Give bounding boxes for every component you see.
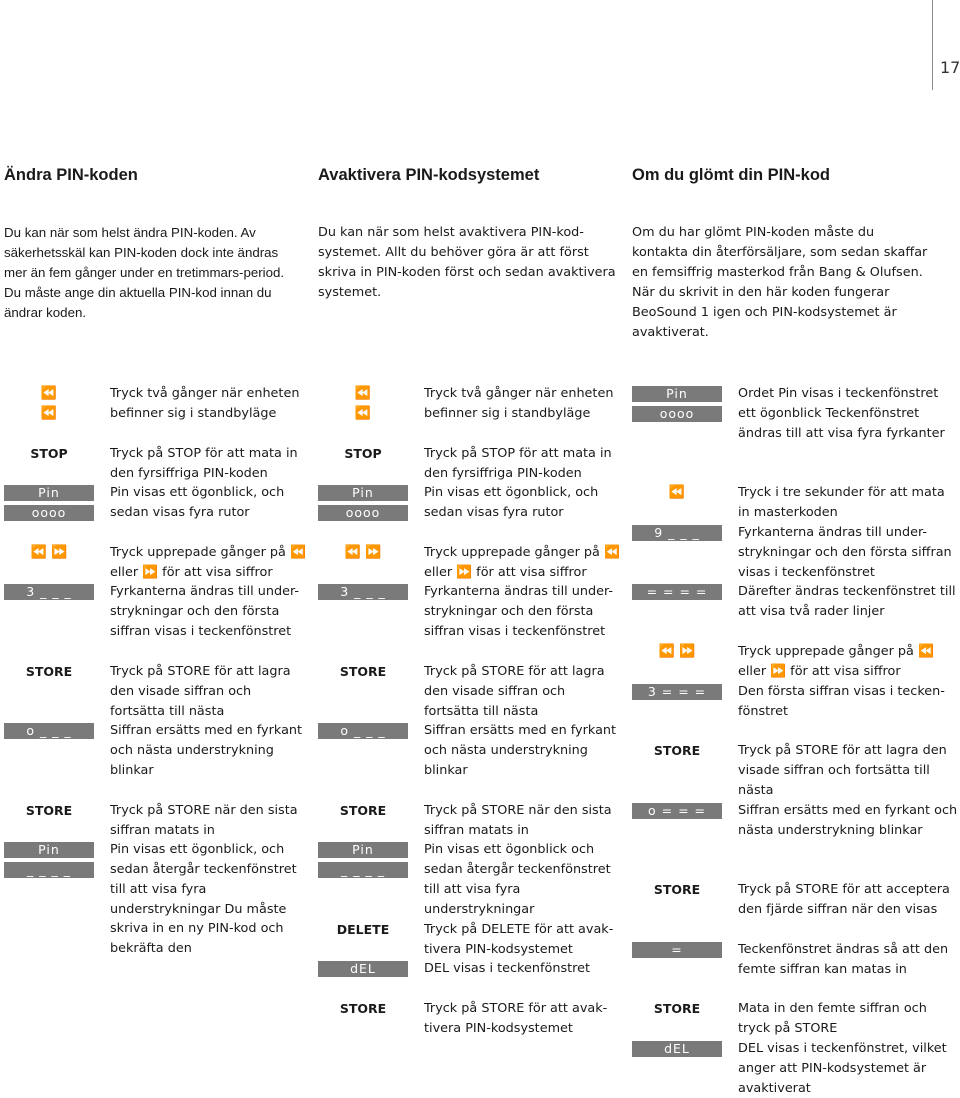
step-text: Siffran ersätts med en fyrkant och nästa understrykning blinkar <box>738 803 958 838</box>
display-readout: Pin <box>632 386 722 402</box>
display-readout: o = = = <box>632 803 722 819</box>
step-text: Tryck på STORE för att lagra den visade siffran och fortsätta till nästa <box>738 743 947 798</box>
display-readout: oooo <box>4 505 94 521</box>
display-readout: Pin <box>318 485 408 501</box>
rewind-key-icon: ⏪ <box>354 386 372 401</box>
step-text: Siffran ersätts med en fyrkant och nästa understrykning blinkar <box>110 723 303 778</box>
display-readout: Pin <box>4 842 94 858</box>
step-text: Tryck i tre sekunder för att mata in masterkoden <box>738 485 945 520</box>
store-key: STORE <box>653 882 701 897</box>
page-number: 17 <box>940 58 960 77</box>
step-text: ett ögonblick Teckenfönstret ändras till att visa fyra fyrkanter <box>738 406 945 441</box>
rewind-forward-keys-icon: ⏪ ⏩ <box>344 545 382 560</box>
step-text: Därefter ändras teckenfönstret till att visa två rader linjer <box>738 584 956 619</box>
step-text: sedan återgår teckenfönstret till att visa fyra understrykningar <box>424 862 611 917</box>
rewind-key-icon: ⏪ <box>40 406 58 421</box>
rewind-key-icon: ⏪ <box>668 485 686 500</box>
step-text: Fyrkanterna ändras till under-strykningar och den första siffran visas i teckenfönstret <box>738 525 952 580</box>
step-text: Pin visas ett ögonblick, och <box>110 842 285 857</box>
display-readout: _ _ _ _ <box>4 862 94 878</box>
step-text: Mata in den femte siffran och tryck på STORE <box>738 1001 927 1036</box>
display-readout: dEL <box>318 961 408 977</box>
step-text: Den första siffran visas i tecken-fönstret <box>738 684 945 719</box>
step-text: Tryck på STORE för att avak-tivera PIN-kodsystemet <box>424 1001 608 1036</box>
display-readout: 3 _ _ _ <box>318 584 408 600</box>
step-text: Tryck på STORE när den sista siffran matats in <box>110 803 298 838</box>
step-text: Pin visas ett ögonblick och <box>424 842 595 857</box>
step-text: Ordet Pin visas i teckenfönstret <box>738 386 939 401</box>
step-text: sedan visas fyra rutor <box>424 505 564 520</box>
store-key: STORE <box>653 743 701 758</box>
display-readout: oooo <box>632 406 722 422</box>
step-text: Tryck två gånger när enheten <box>424 386 614 401</box>
rewind-forward-keys-icon: ⏪ ⏩ <box>658 644 696 659</box>
intro-deactivate-pin: Du kan när som helst avaktivera PIN-kod-systemet. Allt du behöver göra är att först skriva in PIN-koden först och sedan avaktivera systemet. <box>318 225 616 300</box>
display-readout: Pin <box>4 485 94 501</box>
step-text: sedan återgår teckenfönstret till att visa fyra understrykningar Du måste skriva in en ny PIN-kod och bekräfta den <box>110 862 297 957</box>
intro-forgot-pin: Om du har glömt PIN-koden måste du kontakta din återförsäljare, som sedan skaffar en femsiffrig masterkod från Bang & Olufsen. När du skrivit in den här koden fungerar BeoSound 1 igen och PIN-kodsystemet är avaktiverat. <box>632 225 928 340</box>
step-text: Tryck på STOP för att mata in den fyrsiffriga PIN-koden <box>424 446 612 481</box>
display-readout: = <box>632 942 722 958</box>
heading-forgot-pin: Om du glömt din PIN-kod <box>632 166 830 184</box>
delete-key: DELETE <box>336 922 390 937</box>
step-text: DEL visas i teckenfönstret <box>424 961 590 976</box>
step-text: Siffran ersätts med en fyrkant och nästa understrykning blinkar <box>424 723 617 778</box>
store-key: STORE <box>339 664 387 679</box>
display-readout: oooo <box>318 505 408 521</box>
rewind-key-icon: ⏪ <box>40 386 58 401</box>
step-text: sedan visas fyra rutor <box>110 505 250 520</box>
page-edge-rule <box>932 0 933 90</box>
rewind-forward-keys-icon: ⏪ ⏩ <box>30 545 68 560</box>
store-key: STORE <box>25 664 73 679</box>
step-text: befinner sig i standbyläge <box>110 406 277 421</box>
step-text: Fyrkanterna ändras till under-strykningar och den första siffran visas i teckenfönstret <box>110 584 300 639</box>
display-readout: o _ _ _ <box>318 723 408 739</box>
display-readout: o _ _ _ <box>4 723 94 739</box>
stop-key: STOP <box>30 446 68 461</box>
step-text: Tryck upprepade gånger på ⏪ eller ⏩ för att visa siffror <box>738 644 934 679</box>
store-key: STORE <box>339 1001 387 1016</box>
step-text: Teckenfönstret ändras så att den femte siffran kan matas in <box>738 942 949 977</box>
step-text: Tryck på STOP för att mata in den fyrsiffriga PIN-koden <box>110 446 298 481</box>
display-readout: _ _ _ _ <box>318 862 408 878</box>
step-text: Fyrkanterna ändras till under-strykningar och den första siffran visas i teckenfönstret <box>424 584 614 639</box>
display-readout: = = = = <box>632 584 722 600</box>
step-text: Tryck på DELETE för att avak-tivera PIN-kodsystemet <box>424 922 614 957</box>
display-readout: Pin <box>318 842 408 858</box>
display-readout: 3 _ _ _ <box>4 584 94 600</box>
store-key: STORE <box>653 1001 701 1016</box>
step-text: Tryck två gånger när enheten <box>110 386 300 401</box>
store-key: STORE <box>339 803 387 818</box>
intro-change-pin: Du kan när som helst ändra PIN-koden. Av säkerhetsskäl kan PIN-koden dock inte ändras mer än fem gånger under en tretimmars-period. Du måste ange din aktuella PIN-kod innan du ändrar koden. <box>4 225 285 320</box>
step-text: Tryck på STORE för att lagra den visade siffran och fortsätta till nästa <box>424 664 605 719</box>
step-text: Tryck upprepade gånger på ⏪ eller ⏩ för att visa siffror <box>110 545 306 580</box>
rewind-key-icon: ⏪ <box>354 406 372 421</box>
display-readout: dEL <box>632 1041 722 1057</box>
step-text: Pin visas ett ögonblick, och <box>110 485 285 500</box>
display-readout: 3 = = = <box>632 684 722 700</box>
store-key: STORE <box>25 803 73 818</box>
stop-key: STOP <box>344 446 382 461</box>
step-text: befinner sig i standbyläge <box>424 406 591 421</box>
step-text: Tryck på STORE för att acceptera den fjärde siffran när den visas <box>738 882 950 917</box>
step-text: Tryck på STORE för att lagra den visade siffran och fortsätta till nästa <box>110 664 291 719</box>
heading-deactivate-pin: Avaktivera PIN-kodsystemet <box>318 166 540 184</box>
step-text: DEL visas i teckenfönstret, vilket anger att PIN-kodsystemet är avaktiverat <box>738 1041 947 1096</box>
heading-change-pin: Ändra PIN-koden <box>4 166 138 184</box>
display-readout: 9 _ _ _ <box>632 525 722 541</box>
step-text: Tryck upprepade gånger på ⏪ eller ⏩ för att visa siffror <box>424 545 620 580</box>
step-text: Pin visas ett ögonblick, och <box>424 485 599 500</box>
step-text: Tryck på STORE när den sista siffran matats in <box>424 803 612 838</box>
